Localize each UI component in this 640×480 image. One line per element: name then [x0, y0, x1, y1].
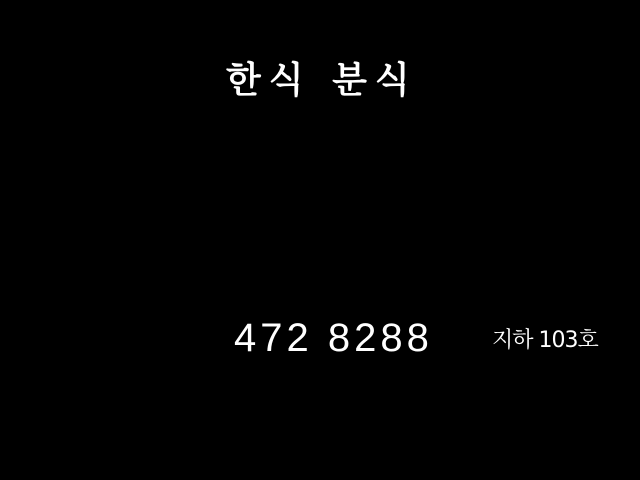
room-number: 지하 103호 — [492, 328, 598, 353]
phone-number: 472 8288 — [234, 316, 433, 360]
sign-title: 한식 분식 — [226, 60, 418, 101]
